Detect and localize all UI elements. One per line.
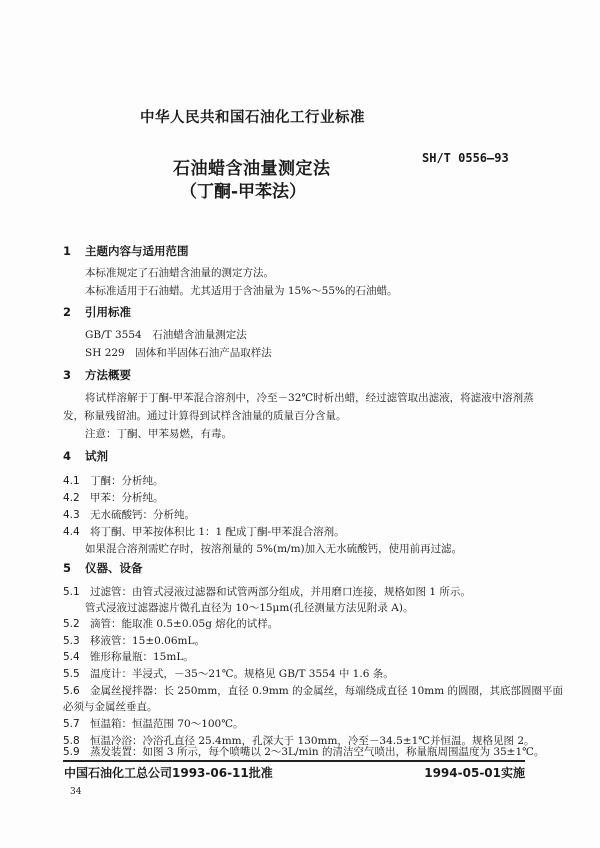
list-item: 5.7 恒温箱：恒温范围 70～100℃。 <box>63 718 244 730</box>
section-5-heading: 5 仪器、设备 <box>63 561 143 575</box>
paragraph: 发，称量残留油。通过计算得到试样含油量的质量百分含量。 <box>63 410 347 422</box>
list-item: 5.9 蒸发装置：如图 3 所示，每个喷嘴以 2～3L/min 的清洁空气喷出，称量瓶周围温度为 35±1℃。 <box>63 746 545 758</box>
list-item: 4.2 甲苯：分析纯。 <box>63 492 164 504</box>
list-item: 5.1 过滤管：由管式浸液过滤器和试管两部分组成，并用磨口连接，规格如图 1 所示。 <box>63 586 471 598</box>
paragraph: 本标准规定了石油蜡含油量的测定方法。 <box>85 267 274 279</box>
document-subtitle: （丁酮-甲苯法） <box>180 182 307 202</box>
document-title: 石油蜡含油量测定法 <box>173 159 331 179</box>
section-1-heading: 1 主题内容与适用范围 <box>63 244 189 258</box>
list-item: 4.4 将丁酮、甲苯按体积比 1：1 配成丁酮-甲苯混合溶剂。 <box>63 526 345 538</box>
effective-date: 1994-05-01实施 <box>424 766 525 780</box>
list-item: 5.6 金属丝搅拌器：长 250mm，直径 0.9mm 的金属丝，每端绕成直径 10mm 的圆圈，其底部圆圈平面 <box>63 685 564 697</box>
standard-code: SH/T 0556—93 <box>422 151 509 165</box>
section-4-heading: 4 试剂 <box>63 449 108 463</box>
page-number: 34 <box>70 787 82 797</box>
paragraph: 如果混合溶剂需贮存时，按溶剂量的 5%(m/m)加入无水硫酸钙，使用前再过滤。 <box>85 543 463 555</box>
paragraph: 将试样溶解于丁酮-甲苯混合溶剂中，冷至－32℃时析出蜡，经过滤管取出滤液，将滤液中溶剂蒸 <box>85 392 534 404</box>
list-item: 5.8 恒温冷浴：冷浴孔直径 25.4mm，孔深大于 130mm，冷至－34.5±1℃并恒温。规格见图 2。 <box>63 735 535 747</box>
footer-divider <box>63 760 525 762</box>
list-item: 4.1 丁酮：分析纯。 <box>63 475 164 487</box>
paragraph: 管式浸液过滤器滤片微孔直径为 10～15μm(孔径测量方法见附录 A)。 <box>85 602 414 614</box>
list-item: 5.2 滴管：能取准 0.5±0.05g 熔化的试样。 <box>63 618 279 630</box>
reference-item: GB/T 3554 石油蜡含油量测定法 <box>85 329 247 341</box>
paragraph: 必须与金属丝垂直。 <box>63 701 158 713</box>
list-item: 5.5 温度计：半浸式，－35～21℃。规格见 GB/T 3554 中 1.6 条。 <box>63 668 394 680</box>
approval-date: 中国石油化工总公司1993-06-11批准 <box>64 766 273 780</box>
reference-item: SH 229 固体和半固体石油产品取样法 <box>85 347 272 359</box>
list-item: 4.3 无水硫酸钙：分析纯。 <box>63 509 195 521</box>
issuer-header: 中华人民共和国石油化工行业标准 <box>140 110 365 126</box>
section-3-heading: 3 方法概要 <box>63 368 131 382</box>
section-2-heading: 2 引用标准 <box>63 305 131 319</box>
list-item: 5.3 移液管：15±0.06mL。 <box>63 635 205 647</box>
note: 注意：丁酮、甲苯易燃，有毒。 <box>85 428 232 440</box>
paragraph: 本标准适用于石油蜡。尤其适用于含油量为 15%～55%的石油蜡。 <box>85 285 398 297</box>
list-item: 5.4 锥形称量瓶：15mL。 <box>63 651 194 663</box>
